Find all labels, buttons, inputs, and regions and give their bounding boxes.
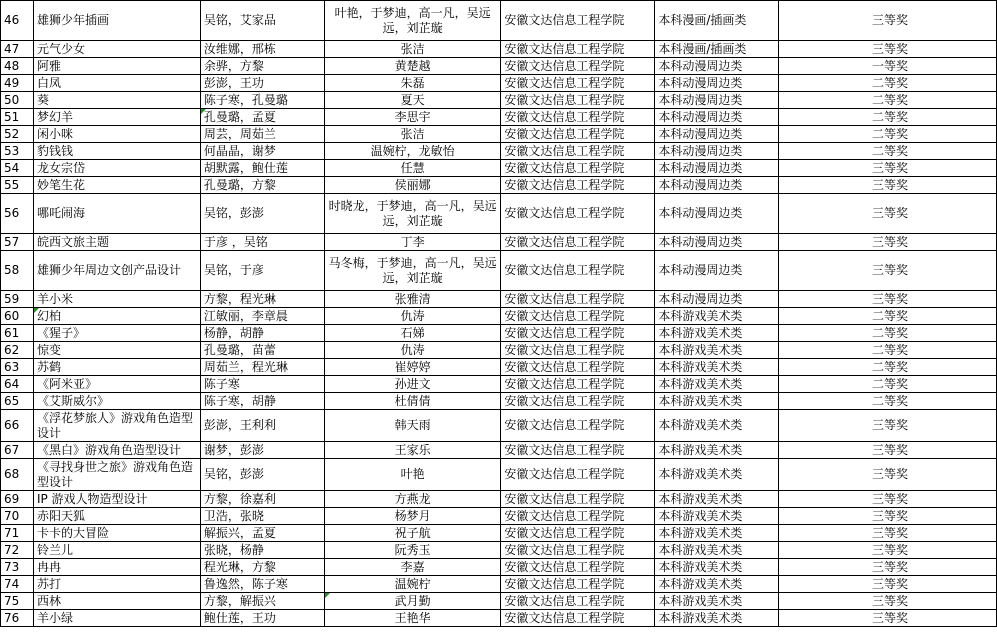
authors-cell: 吴铭，于彦 (200, 251, 324, 291)
row-number-cell: 57 (1, 234, 34, 251)
row-number-cell: 63 (1, 359, 34, 376)
school-cell: 安徽文达信息工程学院 (501, 393, 655, 410)
table-row (1, 525, 997, 542)
table-row (1, 58, 997, 75)
award-cell: 三等奖 (779, 508, 997, 525)
row-number-cell: 47 (1, 41, 34, 58)
category-cell: 本科游戏美术类 (655, 491, 779, 508)
row-number-cell: 64 (1, 376, 34, 393)
authors-cell: 于彦 ，吴铭 (200, 234, 324, 251)
school-cell: 安徽文达信息工程学院 (501, 308, 655, 325)
table-row (1, 576, 997, 593)
work-title-cell: IP 游戏人物造型设计 (33, 491, 200, 508)
school-cell: 安徽文达信息工程学院 (501, 75, 655, 92)
table-row (1, 109, 997, 126)
advisors-cell: 侯丽娜 (324, 177, 501, 194)
category-cell: 本科动漫周边类 (655, 143, 779, 160)
advisors-cell: 孙进文 (324, 376, 501, 393)
category-cell: 本科动漫周边类 (655, 177, 779, 194)
work-title-cell: 西林 (33, 593, 200, 610)
row-number-cell: 65 (1, 393, 34, 410)
authors-cell: 周茹兰，程光琳 (200, 359, 324, 376)
advisors-cell: 杨梦月 (324, 508, 501, 525)
authors-cell: 吴铭，艾家品 (200, 1, 324, 41)
work-title-cell: 《艾斯威尔》 (33, 393, 200, 410)
table-row (1, 359, 997, 376)
row-number-cell: 61 (1, 325, 34, 342)
work-title-cell: 豹钱钱 (33, 143, 200, 160)
table-row (1, 559, 997, 576)
advisors-cell: 石娣 (324, 325, 501, 342)
row-number-cell: 60 (1, 308, 34, 325)
category-cell: 本科游戏美术类 (655, 393, 779, 410)
award-cell: 二等奖 (779, 376, 997, 393)
authors-cell: 汝维娜，邢栋 (200, 41, 324, 58)
advisors-cell: 阮秀玉 (324, 542, 501, 559)
table-row (1, 542, 997, 559)
work-title-cell: 赤阳天狐 (33, 508, 200, 525)
category-cell: 本科游戏美术类 (655, 459, 779, 491)
category-cell: 本科游戏美术类 (655, 308, 779, 325)
row-number-cell: 52 (1, 126, 34, 143)
school-cell: 安徽文达信息工程学院 (501, 251, 655, 291)
row-number-cell: 67 (1, 442, 34, 459)
award-cell: 三等奖 (779, 291, 997, 308)
award-cell: 一等奖 (779, 58, 997, 75)
category-cell: 本科动漫周边类 (655, 126, 779, 143)
row-number-cell: 71 (1, 525, 34, 542)
award-cell: 二等奖 (779, 109, 997, 126)
table-row (1, 491, 997, 508)
advisors-cell: 崔婷婷 (324, 359, 501, 376)
award-cell: 三等奖 (779, 41, 997, 58)
table-row (1, 459, 997, 491)
work-title-cell: 《黑白》游戏角色造型设计 (33, 442, 200, 459)
award-cell: 三等奖 (779, 593, 997, 610)
authors-cell: 杨静，胡静 (200, 325, 324, 342)
table-row (1, 251, 997, 291)
school-cell: 安徽文达信息工程学院 (501, 525, 655, 542)
work-title-cell: 闲小咪 (33, 126, 200, 143)
category-cell: 本科游戏美术类 (655, 442, 779, 459)
category-cell: 本科游戏美术类 (655, 410, 779, 442)
table-row (1, 610, 997, 627)
authors-cell: 孔曼璐，方黎 (200, 177, 324, 194)
work-title-cell: 苏鹤 (33, 359, 200, 376)
work-title-cell: 羊小绿 (33, 610, 200, 627)
authors-cell: 陈子寒 (200, 376, 324, 393)
authors-cell: 彭澎，王功 (200, 75, 324, 92)
category-cell: 本科游戏美术类 (655, 508, 779, 525)
advisors-cell: 武月勤 (324, 593, 501, 610)
school-cell: 安徽文达信息工程学院 (501, 194, 655, 234)
table-row (1, 342, 997, 359)
row-number-cell: 76 (1, 610, 34, 627)
authors-cell: 吴铭，彭澎 (200, 459, 324, 491)
authors-cell: 谢梦，彭澎 (200, 442, 324, 459)
advisors-cell: 时晓龙，于梦迪，高一凡，吴远远，刘芷璇 (324, 194, 501, 234)
authors-cell: 张晓，杨静 (200, 542, 324, 559)
school-cell: 安徽文达信息工程学院 (501, 234, 655, 251)
table-row (1, 393, 997, 410)
category-cell: 本科动漫周边类 (655, 75, 779, 92)
school-cell: 安徽文达信息工程学院 (501, 593, 655, 610)
school-cell: 安徽文达信息工程学院 (501, 342, 655, 359)
authors-cell: 陈子寒，孔曼璐 (200, 92, 324, 109)
school-cell: 安徽文达信息工程学院 (501, 559, 655, 576)
advisors-cell: 叶艳 (324, 459, 501, 491)
table-row (1, 194, 997, 234)
school-cell: 安徽文达信息工程学院 (501, 459, 655, 491)
advisors-cell: 李思宇 (324, 109, 501, 126)
category-cell: 本科游戏美术类 (655, 542, 779, 559)
authors-cell: 陈子寒，胡静 (200, 393, 324, 410)
authors-cell: 鲁逸然，陈子寒 (200, 576, 324, 593)
authors-cell: 方黎，解振兴 (200, 593, 324, 610)
table-row (1, 92, 997, 109)
school-cell: 安徽文达信息工程学院 (501, 542, 655, 559)
award-cell: 二等奖 (779, 308, 997, 325)
authors-cell: 余骅，方黎 (200, 58, 324, 75)
row-number-cell: 72 (1, 542, 34, 559)
row-number-cell: 53 (1, 143, 34, 160)
work-title-cell: 白凤 (33, 75, 200, 92)
table-row (1, 160, 997, 177)
table-row (1, 308, 997, 325)
school-cell: 安徽文达信息工程学院 (501, 491, 655, 508)
authors-cell: 卫浩，张晓 (200, 508, 324, 525)
category-cell: 本科游戏美术类 (655, 593, 779, 610)
award-cell: 三等奖 (779, 234, 997, 251)
advisors-cell: 方燕龙 (324, 491, 501, 508)
category-cell: 本科游戏美术类 (655, 342, 779, 359)
category-cell: 本科游戏美术类 (655, 359, 779, 376)
category-cell: 本科游戏美术类 (655, 325, 779, 342)
school-cell: 安徽文达信息工程学院 (501, 442, 655, 459)
award-cell: 二等奖 (779, 143, 997, 160)
table-row (1, 410, 997, 442)
row-number-cell: 54 (1, 160, 34, 177)
category-cell: 本科动漫周边类 (655, 194, 779, 234)
school-cell: 安徽文达信息工程学院 (501, 508, 655, 525)
category-cell: 本科动漫周边类 (655, 291, 779, 308)
category-cell: 本科游戏美术类 (655, 525, 779, 542)
advisors-cell: 黄楚越 (324, 58, 501, 75)
work-title-cell: 妙笔生花 (33, 177, 200, 194)
table-row (1, 508, 997, 525)
authors-cell: 方黎，徐嘉利 (200, 491, 324, 508)
results-table-body (1, 1, 997, 627)
work-title-cell: 羊小米 (33, 291, 200, 308)
award-cell: 三等奖 (779, 442, 997, 459)
authors-cell: 解振兴，孟夏 (200, 525, 324, 542)
advisors-cell: 韩天雨 (324, 410, 501, 442)
authors-cell: 孔曼璐，苗蕾 (200, 342, 324, 359)
school-cell: 安徽文达信息工程学院 (501, 576, 655, 593)
row-number-cell: 68 (1, 459, 34, 491)
work-title-cell: 惊变 (33, 342, 200, 359)
school-cell: 安徽文达信息工程学院 (501, 126, 655, 143)
school-cell: 安徽文达信息工程学院 (501, 177, 655, 194)
advisors-cell: 张雅清 (324, 291, 501, 308)
table-row (1, 376, 997, 393)
table-row (1, 325, 997, 342)
row-number-cell: 75 (1, 593, 34, 610)
school-cell: 安徽文达信息工程学院 (501, 325, 655, 342)
school-cell: 安徽文达信息工程学院 (501, 92, 655, 109)
award-cell: 二等奖 (779, 75, 997, 92)
work-title-cell: 梦幻羊 (33, 109, 200, 126)
advisors-cell: 温婉柠，龙敏怡 (324, 143, 501, 160)
row-number-cell: 74 (1, 576, 34, 593)
category-cell: 本科动漫周边类 (655, 160, 779, 177)
school-cell: 安徽文达信息工程学院 (501, 160, 655, 177)
school-cell: 安徽文达信息工程学院 (501, 376, 655, 393)
row-number-cell: 51 (1, 109, 34, 126)
row-number-cell: 56 (1, 194, 34, 234)
work-title-cell: 《猩子》 (33, 325, 200, 342)
row-number-cell: 73 (1, 559, 34, 576)
work-title-cell: 苏打 (33, 576, 200, 593)
category-cell: 本科游戏美术类 (655, 376, 779, 393)
work-title-cell: 雄狮少年插画 (33, 1, 200, 41)
school-cell: 安徽文达信息工程学院 (501, 143, 655, 160)
work-title-cell: 雄狮少年周边文创产品设计 (33, 251, 200, 291)
work-title-cell: 阿雅 (33, 58, 200, 75)
advisors-cell: 丁李 (324, 234, 501, 251)
advisors-cell: 叶艳，于梦迪，高一凡，吴远远，刘芷璇 (324, 1, 501, 41)
award-cell: 三等奖 (779, 160, 997, 177)
advisors-cell: 张洁 (324, 126, 501, 143)
award-cell: 三等奖 (779, 610, 997, 627)
advisors-cell: 仇涛 (324, 342, 501, 359)
school-cell: 安徽文达信息工程学院 (501, 41, 655, 58)
authors-cell: 周芸，周茹兰 (200, 126, 324, 143)
award-cell: 二等奖 (779, 393, 997, 410)
advisors-cell: 夏天 (324, 92, 501, 109)
award-cell: 三等奖 (779, 576, 997, 593)
work-title-cell: 卡卡的大冒险 (33, 525, 200, 542)
row-number-cell: 50 (1, 92, 34, 109)
authors-cell: 孔曼璐，孟夏 (200, 109, 324, 126)
work-title-cell: 冉冉 (33, 559, 200, 576)
table-row (1, 1, 997, 41)
advisors-cell: 任慧 (324, 160, 501, 177)
award-cell: 三等奖 (779, 542, 997, 559)
table-row (1, 75, 997, 92)
award-cell: 二等奖 (779, 126, 997, 143)
category-cell: 本科动漫周边类 (655, 234, 779, 251)
school-cell: 安徽文达信息工程学院 (501, 58, 655, 75)
advisors-cell: 张洁 (324, 41, 501, 58)
advisors-cell: 马冬梅，于梦迪，高一凡，吴远远，刘芷璇 (324, 251, 501, 291)
work-title-cell: 哪吒闹海 (33, 194, 200, 234)
award-cell: 二等奖 (779, 359, 997, 376)
table-row (1, 41, 997, 58)
category-cell: 本科动漫周边类 (655, 58, 779, 75)
category-cell: 本科漫画/插画类 (655, 1, 779, 41)
award-cell: 二等奖 (779, 92, 997, 109)
advisors-cell: 李嘉 (324, 559, 501, 576)
award-cell: 三等奖 (779, 410, 997, 442)
category-cell: 本科动漫周边类 (655, 109, 779, 126)
work-title-cell: 《阿米亚》 (33, 376, 200, 393)
work-title-cell: 幻柏 (33, 308, 200, 325)
authors-cell: 方黎，程光琳 (200, 291, 324, 308)
category-cell: 本科动漫周边类 (655, 92, 779, 109)
advisors-cell: 王家乐 (324, 442, 501, 459)
school-cell: 安徽文达信息工程学院 (501, 1, 655, 41)
table-row (1, 593, 997, 610)
award-cell: 三等奖 (779, 559, 997, 576)
school-cell: 安徽文达信息工程学院 (501, 109, 655, 126)
row-number-cell: 48 (1, 58, 34, 75)
authors-cell: 彭澎，王利利 (200, 410, 324, 442)
work-title-cell: 龙女宗岱 (33, 160, 200, 177)
work-title-cell: 《寻找身世之旅》游戏角色造型设计 (33, 459, 200, 491)
table-row (1, 126, 997, 143)
advisors-cell: 朱磊 (324, 75, 501, 92)
authors-cell: 何晶晶，谢梦 (200, 143, 324, 160)
advisors-cell: 仇涛 (324, 308, 501, 325)
award-cell: 三等奖 (779, 491, 997, 508)
category-cell: 本科游戏美术类 (655, 559, 779, 576)
table-row (1, 234, 997, 251)
work-title-cell: 皖西文旅主题 (33, 234, 200, 251)
award-cell: 三等奖 (779, 1, 997, 41)
award-cell: 三等奖 (779, 177, 997, 194)
authors-cell: 程光琳，方黎 (200, 559, 324, 576)
award-cell: 三等奖 (779, 251, 997, 291)
award-cell: 二等奖 (779, 325, 997, 342)
school-cell: 安徽文达信息工程学院 (501, 359, 655, 376)
table-row (1, 442, 997, 459)
category-cell: 本科动漫周边类 (655, 251, 779, 291)
award-cell: 三等奖 (779, 459, 997, 491)
row-number-cell: 58 (1, 251, 34, 291)
school-cell: 安徽文达信息工程学院 (501, 410, 655, 442)
advisors-cell: 王艳华 (324, 610, 501, 627)
category-cell: 本科游戏美术类 (655, 610, 779, 627)
authors-cell: 江敏丽，李章晨 (200, 308, 324, 325)
award-cell: 三等奖 (779, 525, 997, 542)
authors-cell: 鲍仕莲，王功 (200, 610, 324, 627)
authors-cell: 吴铭，彭澎 (200, 194, 324, 234)
row-number-cell: 59 (1, 291, 34, 308)
advisors-cell: 祝子航 (324, 525, 501, 542)
award-cell: 二等奖 (779, 342, 997, 359)
row-number-cell: 46 (1, 1, 34, 41)
category-cell: 本科漫画/插画类 (655, 41, 779, 58)
row-number-cell: 49 (1, 75, 34, 92)
school-cell: 安徽文达信息工程学院 (501, 291, 655, 308)
authors-cell: 胡默露，鲍仕莲 (200, 160, 324, 177)
table-row (1, 177, 997, 194)
row-number-cell: 66 (1, 410, 34, 442)
category-cell: 本科游戏美术类 (655, 576, 779, 593)
work-title-cell: 元气少女 (33, 41, 200, 58)
row-number-cell: 62 (1, 342, 34, 359)
advisors-cell: 温婉柠 (324, 576, 501, 593)
work-title-cell: 铃兰儿 (33, 542, 200, 559)
row-number-cell: 55 (1, 177, 34, 194)
work-title-cell: 《浮花梦旅人》游戏角色造型设计 (33, 410, 200, 442)
award-cell: 三等奖 (779, 194, 997, 234)
school-cell: 安徽文达信息工程学院 (501, 610, 655, 627)
table-row (1, 291, 997, 308)
advisors-cell: 杜倩倩 (324, 393, 501, 410)
table-row (1, 143, 997, 160)
work-title-cell: 葵 (33, 92, 200, 109)
row-number-cell: 70 (1, 508, 34, 525)
row-number-cell: 69 (1, 491, 34, 508)
